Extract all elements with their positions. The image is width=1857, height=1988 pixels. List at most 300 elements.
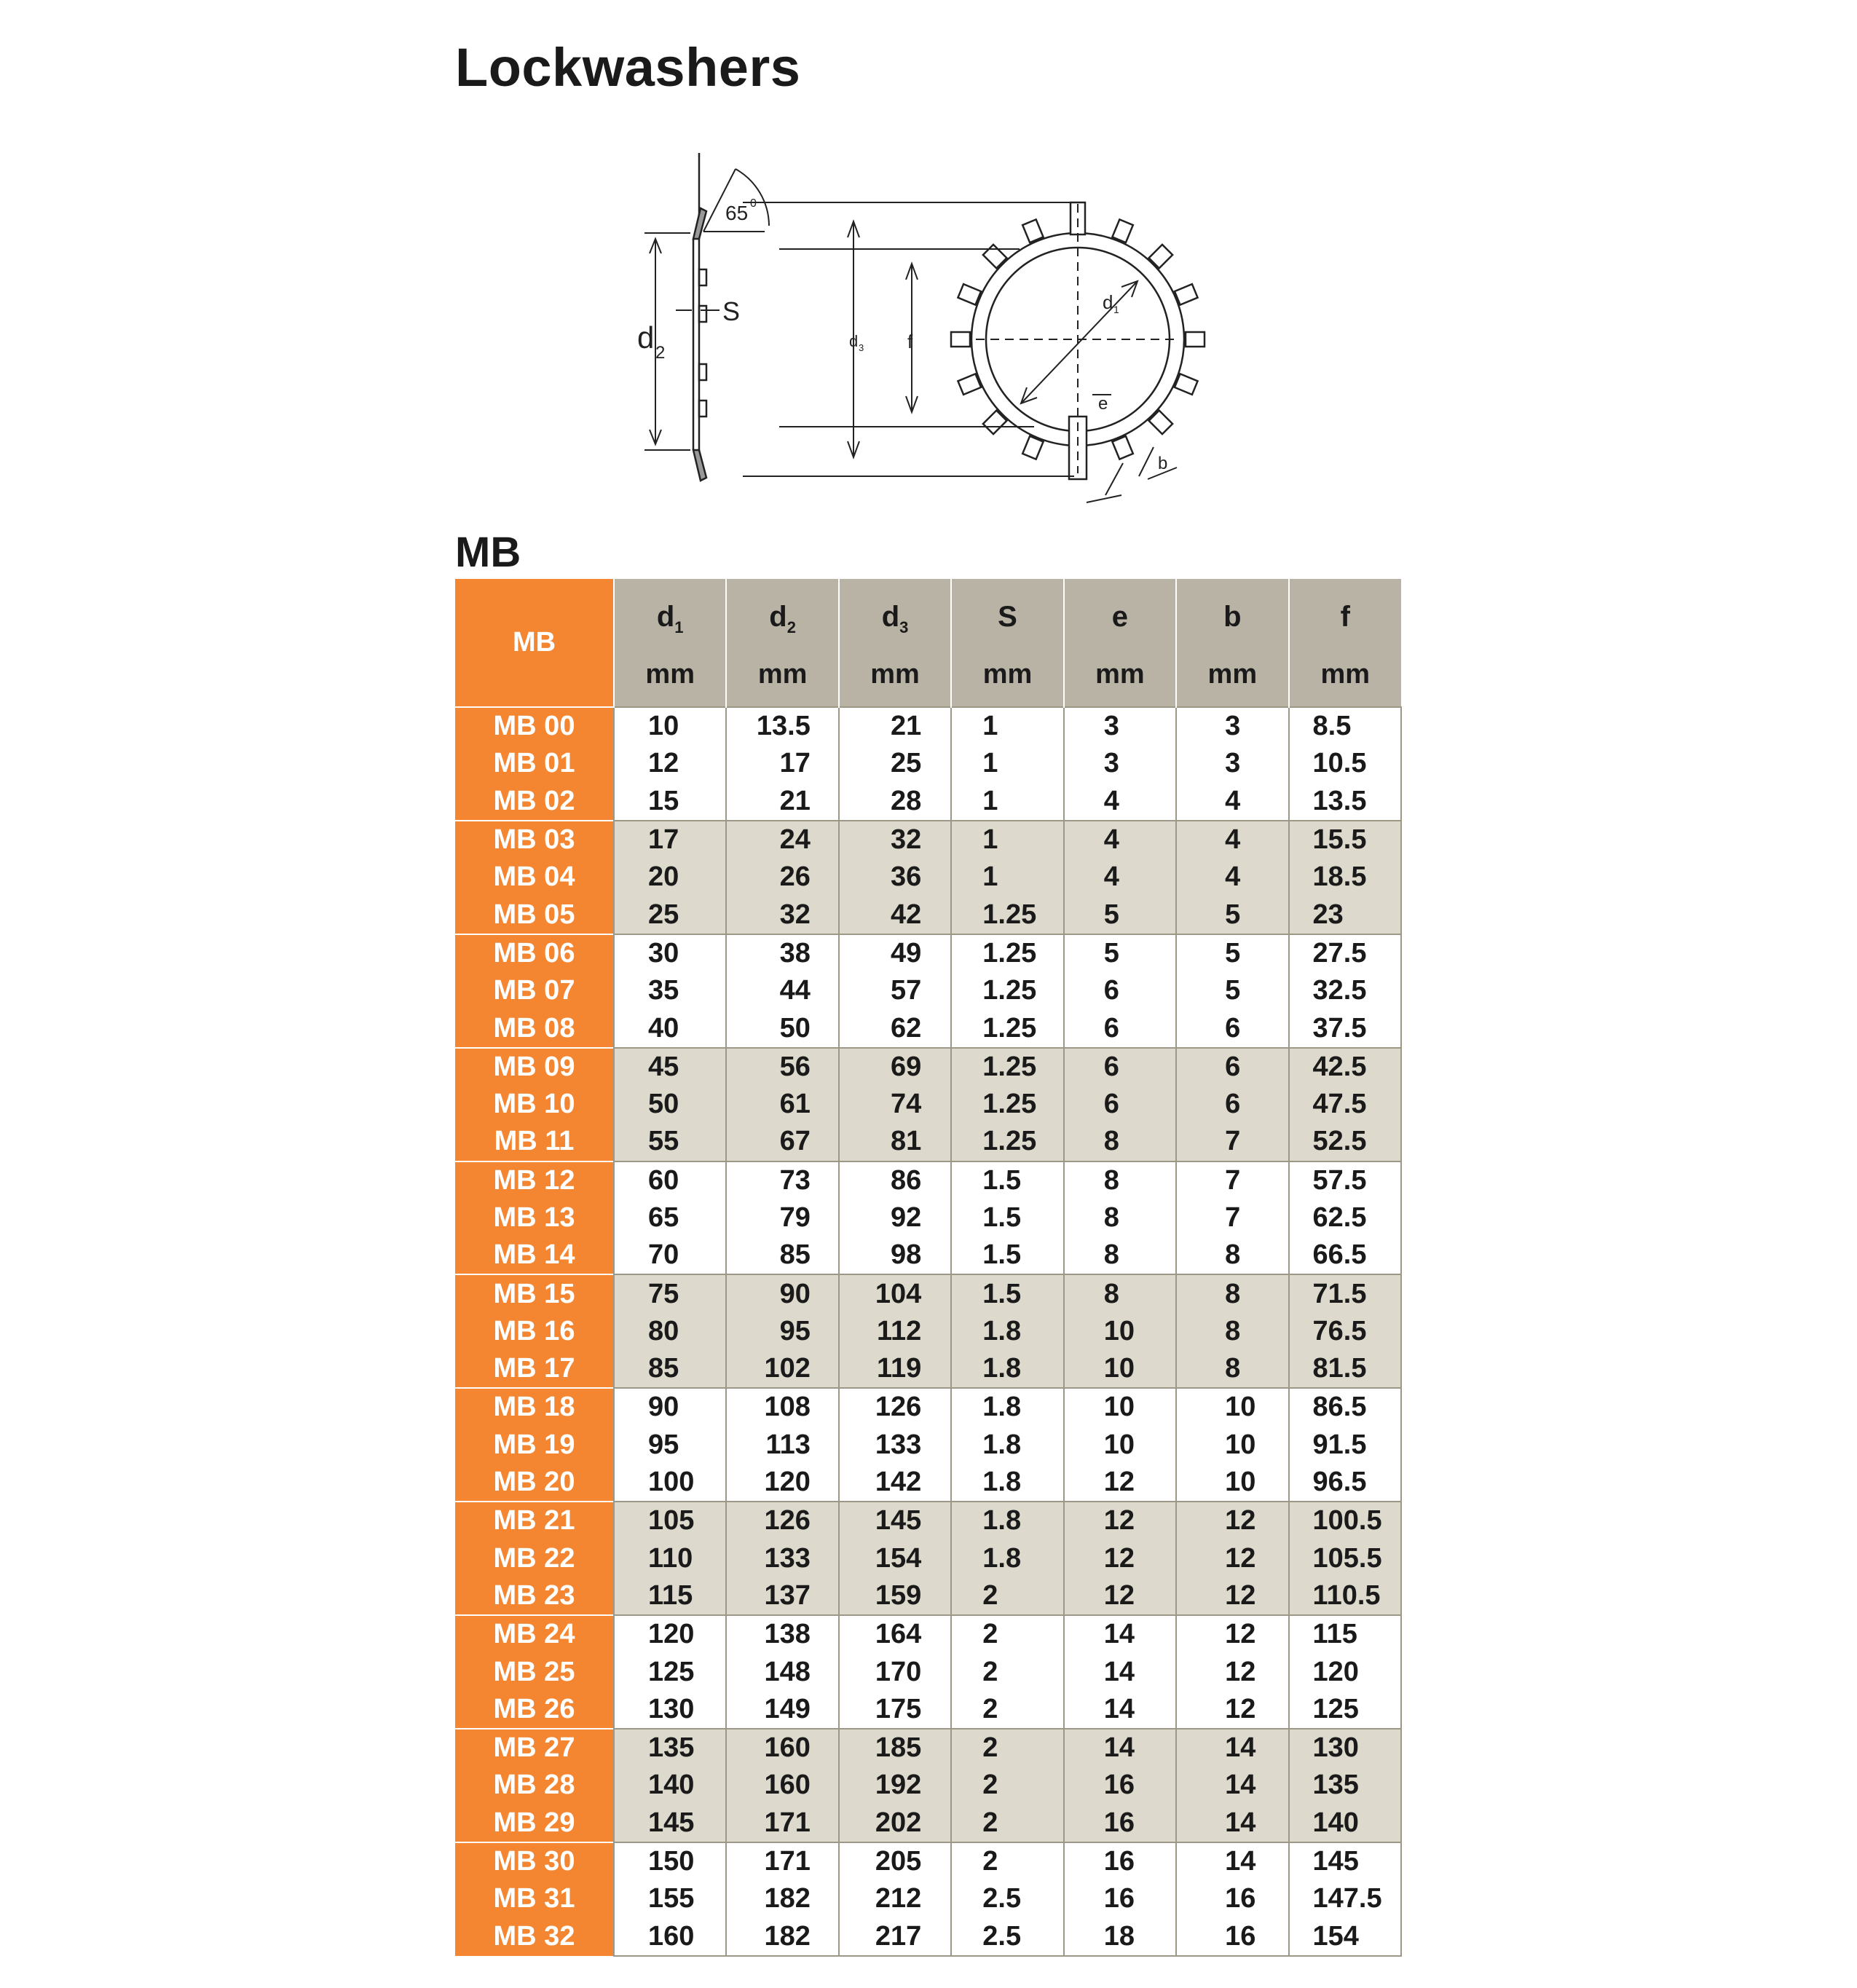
cell-d3: 154 <box>839 1540 951 1577</box>
cell-e: 6 <box>1064 1009 1176 1047</box>
cell-d2: 50 <box>726 1009 838 1047</box>
row-label: MB 04 <box>455 859 614 896</box>
table-row <box>455 1048 1401 1086</box>
cell-f: 27.5 <box>1289 934 1401 972</box>
header-unit: mm <box>645 659 695 690</box>
label-d1-sub: 1 <box>1113 304 1119 315</box>
cell-d1: 90 <box>614 1388 726 1426</box>
cell-d1: 120 <box>614 1615 726 1653</box>
header-corner-label: MB <box>455 579 614 707</box>
cell-d2: 67 <box>726 1123 838 1161</box>
cell-d1: 40 <box>614 1009 726 1047</box>
cell-s: 2 <box>951 1691 1063 1729</box>
cell-d1: 30 <box>614 934 726 972</box>
cell-d3: 133 <box>839 1427 951 1464</box>
cell-f: 47.5 <box>1289 1086 1401 1123</box>
cell-d1: 95 <box>614 1427 726 1464</box>
cell-b: 4 <box>1176 783 1288 821</box>
cell-d3: 21 <box>839 707 951 745</box>
cell-s: 1.25 <box>951 1048 1063 1086</box>
label-b: b <box>1158 454 1168 473</box>
cell-d1: 135 <box>614 1729 726 1767</box>
cell-s: 1.8 <box>951 1502 1063 1539</box>
table-row <box>455 896 1401 934</box>
table-row <box>455 1577 1401 1615</box>
cell-f: 42.5 <box>1289 1048 1401 1086</box>
cell-d3: 159 <box>839 1577 951 1615</box>
cell-s: 1.5 <box>951 1236 1063 1274</box>
cell-d3: 112 <box>839 1313 951 1350</box>
cell-d1: 155 <box>614 1880 726 1917</box>
cell-s: 2.5 <box>951 1918 1063 1956</box>
cell-e: 14 <box>1064 1729 1176 1767</box>
cell-s: 1 <box>951 783 1063 821</box>
angle-label: 65 <box>725 202 749 224</box>
table-row <box>455 1388 1401 1426</box>
cell-d3: 192 <box>839 1767 951 1804</box>
header-unit: mm <box>1207 659 1258 690</box>
row-label: MB 28 <box>455 1767 614 1804</box>
cell-s: 2 <box>951 1842 1063 1880</box>
label-e: e <box>1098 394 1108 414</box>
row-label: MB 07 <box>455 972 614 1009</box>
row-label: MB 18 <box>455 1388 614 1426</box>
table-row <box>455 1086 1401 1123</box>
table-row <box>455 745 1401 782</box>
cell-b: 14 <box>1176 1767 1288 1804</box>
cell-d1: 105 <box>614 1502 726 1539</box>
row-label: MB 05 <box>455 896 614 934</box>
cell-d2: 148 <box>726 1653 838 1690</box>
cell-d1: 145 <box>614 1804 726 1842</box>
table-row <box>455 1804 1401 1842</box>
cell-f: 115 <box>1289 1615 1401 1653</box>
label-f: f <box>907 331 913 352</box>
cell-b: 14 <box>1176 1729 1288 1767</box>
cell-d3: 69 <box>839 1048 951 1086</box>
cell-s: 1.8 <box>951 1464 1063 1502</box>
header-b: b mm <box>1176 579 1288 707</box>
cell-f: 52.5 <box>1289 1123 1401 1161</box>
cell-s: 1.25 <box>951 1086 1063 1123</box>
cell-f: 130 <box>1289 1729 1401 1767</box>
cell-d1: 70 <box>614 1236 726 1274</box>
cell-f: 154 <box>1289 1918 1401 1956</box>
cell-d3: 62 <box>839 1009 951 1047</box>
table-row <box>455 972 1401 1009</box>
cell-s: 1.5 <box>951 1274 1063 1312</box>
table-row <box>455 707 1401 745</box>
cell-e: 8 <box>1064 1274 1176 1312</box>
cell-b: 3 <box>1176 745 1288 782</box>
cell-e: 5 <box>1064 934 1176 972</box>
cell-f: 120 <box>1289 1653 1401 1690</box>
cell-d1: 60 <box>614 1161 726 1199</box>
row-label: MB 13 <box>455 1199 614 1236</box>
cell-d2: 73 <box>726 1161 838 1199</box>
cell-d2: 171 <box>726 1804 838 1842</box>
cell-s: 1.5 <box>951 1199 1063 1236</box>
side-view-tab <box>693 450 706 481</box>
cell-d1: 20 <box>614 859 726 896</box>
cell-d2: 171 <box>726 1842 838 1880</box>
row-label: MB 10 <box>455 1086 614 1123</box>
cell-b: 5 <box>1176 896 1288 934</box>
label-d2-sub: 2 <box>655 343 666 363</box>
cell-d3: 32 <box>839 821 951 859</box>
cell-b: 10 <box>1176 1388 1288 1426</box>
cell-d3: 92 <box>839 1199 951 1236</box>
side-view-tooth <box>699 269 706 285</box>
cell-d1: 35 <box>614 972 726 1009</box>
cell-f: 81.5 <box>1289 1350 1401 1388</box>
cell-e: 14 <box>1064 1615 1176 1653</box>
cell-e: 6 <box>1064 972 1176 1009</box>
cell-d3: 25 <box>839 745 951 782</box>
cell-d3: 86 <box>839 1161 951 1199</box>
front-view <box>743 202 1205 502</box>
cell-f: 37.5 <box>1289 1009 1401 1047</box>
cell-d2: 120 <box>726 1464 838 1502</box>
cell-e: 6 <box>1064 1048 1176 1086</box>
cell-f: 13.5 <box>1289 783 1401 821</box>
cell-d2: 102 <box>726 1350 838 1388</box>
cell-d1: 160 <box>614 1918 726 1956</box>
table-row <box>455 1615 1401 1653</box>
cell-b: 10 <box>1176 1464 1288 1502</box>
label-d3: d <box>849 332 859 350</box>
cell-f: 62.5 <box>1289 1199 1401 1236</box>
cell-d1: 25 <box>614 896 726 934</box>
cell-e: 16 <box>1064 1804 1176 1842</box>
row-label: MB 14 <box>455 1236 614 1274</box>
cell-d2: 133 <box>726 1540 838 1577</box>
cell-s: 1 <box>951 745 1063 782</box>
table-row <box>455 1880 1401 1917</box>
cell-b: 3 <box>1176 707 1288 745</box>
cell-s: 1.8 <box>951 1540 1063 1577</box>
header-unit: mm <box>870 659 920 690</box>
row-label: MB 20 <box>455 1464 614 1502</box>
cell-e: 16 <box>1064 1880 1176 1917</box>
cell-d1: 150 <box>614 1842 726 1880</box>
cell-f: 32.5 <box>1289 972 1401 1009</box>
table-row <box>455 1199 1401 1236</box>
table-row <box>455 1161 1401 1199</box>
header-f: f mm <box>1289 579 1401 707</box>
cell-b: 10 <box>1176 1427 1288 1464</box>
cell-b: 7 <box>1176 1199 1288 1236</box>
cell-d3: 170 <box>839 1653 951 1690</box>
cell-s: 2.5 <box>951 1880 1063 1917</box>
row-label: MB 06 <box>455 934 614 972</box>
table-row <box>455 1236 1401 1274</box>
cell-f: 8.5 <box>1289 707 1401 745</box>
cell-b: 8 <box>1176 1274 1288 1312</box>
cell-d3: 205 <box>839 1842 951 1880</box>
cell-e: 16 <box>1064 1842 1176 1880</box>
cell-e: 18 <box>1064 1918 1176 1956</box>
table-header-row <box>455 579 1401 707</box>
label-d2: d <box>637 320 655 355</box>
header-unit: mm <box>1320 659 1371 690</box>
cell-e: 14 <box>1064 1691 1176 1729</box>
cell-b: 6 <box>1176 1009 1288 1047</box>
side-view-tooth <box>699 401 706 417</box>
b-arrow <box>1087 495 1121 502</box>
table-row <box>455 1313 1401 1350</box>
row-label: MB 00 <box>455 707 614 745</box>
cell-d3: 212 <box>839 1880 951 1917</box>
cell-d2: 79 <box>726 1199 838 1236</box>
cell-e: 3 <box>1064 745 1176 782</box>
cell-d3: 185 <box>839 1729 951 1767</box>
cell-d1: 130 <box>614 1691 726 1729</box>
cell-s: 2 <box>951 1804 1063 1842</box>
cell-d2: 32 <box>726 896 838 934</box>
cell-f: 110.5 <box>1289 1577 1401 1615</box>
cell-e: 10 <box>1064 1427 1176 1464</box>
page-title: Lockwashers <box>455 37 801 98</box>
cell-b: 12 <box>1176 1653 1288 1690</box>
cell-b: 5 <box>1176 934 1288 972</box>
cell-f: 71.5 <box>1289 1274 1401 1312</box>
row-label: MB 31 <box>455 1880 614 1917</box>
cell-s: 1.25 <box>951 934 1063 972</box>
b-extension-line <box>1139 447 1154 476</box>
cell-d1: 15 <box>614 783 726 821</box>
side-view-tooth <box>699 364 706 380</box>
label-s: S <box>722 296 741 326</box>
cell-d1: 75 <box>614 1274 726 1312</box>
cell-b: 14 <box>1176 1842 1288 1880</box>
cell-b: 8 <box>1176 1236 1288 1274</box>
cell-s: 1.25 <box>951 896 1063 934</box>
cell-b: 16 <box>1176 1918 1288 1956</box>
table-section-title: MB <box>455 529 521 576</box>
row-label: MB 08 <box>455 1009 614 1047</box>
table-row <box>455 1691 1401 1729</box>
cell-d1: 110 <box>614 1540 726 1577</box>
cell-d3: 81 <box>839 1123 951 1161</box>
cell-d2: 38 <box>726 934 838 972</box>
cell-f: 76.5 <box>1289 1313 1401 1350</box>
cell-e: 12 <box>1064 1540 1176 1577</box>
header-e: e mm <box>1064 579 1176 707</box>
cell-b: 12 <box>1176 1691 1288 1729</box>
cell-e: 5 <box>1064 896 1176 934</box>
cell-d1: 45 <box>614 1048 726 1086</box>
cell-d1: 80 <box>614 1313 726 1350</box>
cell-f: 135 <box>1289 1767 1401 1804</box>
cell-f: 91.5 <box>1289 1427 1401 1464</box>
cell-f: 86.5 <box>1289 1388 1401 1426</box>
cell-b: 4 <box>1176 821 1288 859</box>
cell-f: 96.5 <box>1289 1464 1401 1502</box>
cell-e: 3 <box>1064 707 1176 745</box>
cell-d1: 115 <box>614 1577 726 1615</box>
cell-d2: 17 <box>726 745 838 782</box>
cell-d1: 85 <box>614 1350 726 1388</box>
cell-d2: 44 <box>726 972 838 1009</box>
cell-d1: 17 <box>614 821 726 859</box>
lockwasher-spec-table <box>455 579 1402 1957</box>
cell-f: 10.5 <box>1289 745 1401 782</box>
cell-e: 12 <box>1064 1502 1176 1539</box>
side-view-tooth <box>699 306 706 322</box>
cell-f: 105.5 <box>1289 1540 1401 1577</box>
table-row <box>455 1123 1401 1161</box>
cell-e: 8 <box>1064 1199 1176 1236</box>
cell-d2: 108 <box>726 1388 838 1426</box>
cell-s: 1.8 <box>951 1350 1063 1388</box>
cell-b: 14 <box>1176 1804 1288 1842</box>
cell-b: 8 <box>1176 1350 1288 1388</box>
cell-b: 7 <box>1176 1123 1288 1161</box>
cell-s: 1.5 <box>951 1161 1063 1199</box>
cell-d2: 26 <box>726 859 838 896</box>
cell-d1: 10 <box>614 707 726 745</box>
cell-d2: 137 <box>726 1577 838 1615</box>
cell-f: 145 <box>1289 1842 1401 1880</box>
cell-d2: 24 <box>726 821 838 859</box>
cell-d3: 36 <box>839 859 951 896</box>
header-unit: mm <box>757 659 808 690</box>
cell-s: 1 <box>951 707 1063 745</box>
cell-d1: 100 <box>614 1464 726 1502</box>
cell-f: 66.5 <box>1289 1236 1401 1274</box>
cell-d3: 57 <box>839 972 951 1009</box>
row-label: MB 16 <box>455 1313 614 1350</box>
cell-e: 10 <box>1064 1388 1176 1426</box>
cell-b: 5 <box>1176 972 1288 1009</box>
cell-d2: 90 <box>726 1274 838 1312</box>
cell-f: 23 <box>1289 896 1401 934</box>
cell-e: 12 <box>1064 1577 1176 1615</box>
table-row <box>455 1540 1401 1577</box>
cell-d2: 113 <box>726 1427 838 1464</box>
cell-e: 8 <box>1064 1161 1176 1199</box>
cell-f: 100.5 <box>1289 1502 1401 1539</box>
table-row <box>455 1009 1401 1047</box>
table-row <box>455 1767 1401 1804</box>
cell-d1: 55 <box>614 1123 726 1161</box>
row-label: MB 23 <box>455 1577 614 1615</box>
cell-f: 140 <box>1289 1804 1401 1842</box>
cell-d2: 95 <box>726 1313 838 1350</box>
cell-d2: 85 <box>726 1236 838 1274</box>
d1-dimension-line <box>1021 281 1138 403</box>
cell-b: 12 <box>1176 1540 1288 1577</box>
cell-f: 125 <box>1289 1691 1401 1729</box>
cell-e: 8 <box>1064 1236 1176 1274</box>
cell-e: 4 <box>1064 783 1176 821</box>
cell-s: 2 <box>951 1767 1063 1804</box>
row-label: MB 29 <box>455 1804 614 1842</box>
table-row <box>455 1653 1401 1690</box>
cell-d3: 49 <box>839 934 951 972</box>
header-unit: mm <box>1095 659 1145 690</box>
row-label: MB 24 <box>455 1615 614 1653</box>
cell-e: 12 <box>1064 1464 1176 1502</box>
header-unit: mm <box>982 659 1033 690</box>
cell-b: 12 <box>1176 1502 1288 1539</box>
table-row <box>455 1842 1401 1880</box>
cell-d3: 74 <box>839 1086 951 1123</box>
row-label: MB 26 <box>455 1691 614 1729</box>
table-row <box>455 1918 1401 1956</box>
cell-e: 4 <box>1064 859 1176 896</box>
cell-b: 16 <box>1176 1880 1288 1917</box>
cell-d1: 12 <box>614 745 726 782</box>
cell-d3: 104 <box>839 1274 951 1312</box>
side-view-tab <box>693 208 706 239</box>
row-label: MB 03 <box>455 821 614 859</box>
table-row <box>455 1729 1401 1767</box>
row-label: MB 15 <box>455 1274 614 1312</box>
cell-d2: 160 <box>726 1729 838 1767</box>
row-label: MB 12 <box>455 1161 614 1199</box>
cell-d3: 164 <box>839 1615 951 1653</box>
cell-d2: 182 <box>726 1880 838 1917</box>
b-extension-line <box>1105 463 1123 495</box>
cell-s: 2 <box>951 1615 1063 1653</box>
cell-b: 12 <box>1176 1615 1288 1653</box>
cell-e: 4 <box>1064 821 1176 859</box>
cell-d2: 126 <box>726 1502 838 1539</box>
row-label: MB 02 <box>455 783 614 821</box>
cell-d3: 119 <box>839 1350 951 1388</box>
row-label: MB 27 <box>455 1729 614 1767</box>
cell-s: 2 <box>951 1577 1063 1615</box>
cell-b: 6 <box>1176 1048 1288 1086</box>
cell-d2: 56 <box>726 1048 838 1086</box>
cell-f: 15.5 <box>1289 821 1401 859</box>
cell-b: 7 <box>1176 1161 1288 1199</box>
cell-e: 16 <box>1064 1767 1176 1804</box>
cell-f: 147.5 <box>1289 1880 1401 1917</box>
cell-d2: 13.5 <box>726 707 838 745</box>
cell-d2: 182 <box>726 1918 838 1956</box>
table-row <box>455 1274 1401 1312</box>
table-row <box>455 1464 1401 1502</box>
cell-d2: 138 <box>726 1615 838 1653</box>
row-label: MB 25 <box>455 1653 614 1690</box>
angle-unit: 0 <box>750 197 757 210</box>
table-row <box>455 859 1401 896</box>
cell-d3: 202 <box>839 1804 951 1842</box>
cell-e: 10 <box>1064 1350 1176 1388</box>
cell-d2: 160 <box>726 1767 838 1804</box>
table-row <box>455 783 1401 821</box>
cell-s: 1.8 <box>951 1313 1063 1350</box>
cell-e: 8 <box>1064 1123 1176 1161</box>
cell-s: 1.25 <box>951 1009 1063 1047</box>
cell-d3: 42 <box>839 896 951 934</box>
cell-b: 8 <box>1176 1313 1288 1350</box>
row-label: MB 22 <box>455 1540 614 1577</box>
cell-s: 2 <box>951 1729 1063 1767</box>
cell-d3: 98 <box>839 1236 951 1274</box>
cell-b: 12 <box>1176 1577 1288 1615</box>
cell-d2: 149 <box>726 1691 838 1729</box>
table-row <box>455 1427 1401 1464</box>
cell-d1: 50 <box>614 1086 726 1123</box>
table-row <box>455 1350 1401 1388</box>
cell-e: 14 <box>1064 1653 1176 1690</box>
cell-d1: 65 <box>614 1199 726 1236</box>
cell-e: 6 <box>1064 1086 1176 1123</box>
